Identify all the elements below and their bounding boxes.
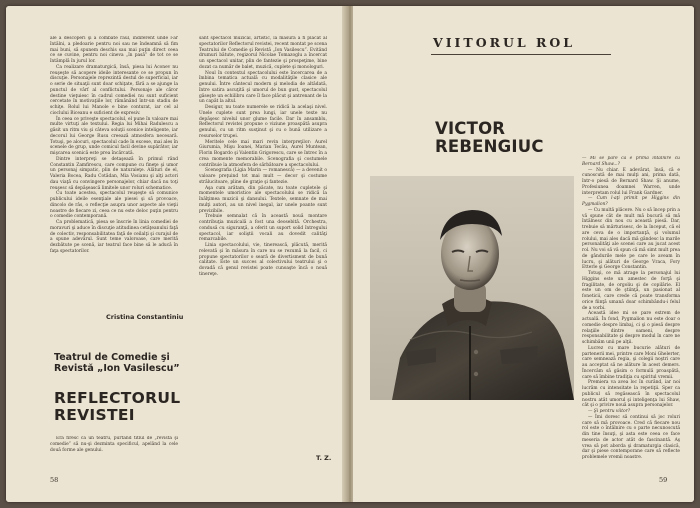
title-rule [431, 54, 611, 55]
section-title: VIITORUL ROL [433, 35, 576, 50]
interview-answer: Această idee mi se pare extrem de actuală. În fond, Pygmalion nu este doar o comedie despre limbaj, ci şi o piesă despre relaţiile dintre oameni, despre responsabilitate şi despre modul în care ne schimbăm unii pe alţii. [582, 311, 680, 345]
theatre-headline: Teatrul de Comedie şi Revistă „Ion Vasilescu” [54, 352, 180, 374]
paragraph: Trebuie semnalat că în această nouă montare contribuţia muzicală a fost una deosebită. Orchestra, condusă cu siguranţă, a oferit un suport solid întregului spectacol, iar soliştii vocali au dovedit calităţi remarcabile. [199, 214, 327, 243]
left-column-1 [50, 36, 178, 308]
interview-question: — Şi pentru viitor? [588, 409, 631, 414]
right-page [353, 6, 694, 502]
interview-answer: Lucrez cu mare bucurie alături de partenerii mei, printre care Moni Ghelerter, care semnează regia, şi colegii noştri care au acceptat să ne alăture în acest demers. Încercăm să găsim o formulă proaspătă, care să îmbine tradiţia cu spiritul vremii. [582, 345, 680, 380]
paragraph: Ca realizare dramaturgică, însă, piesa lui Aconev nu reuşeşte să acopere ideile interesante ce se propun în discuţie. Personajele reprezintă destul de superficial, iar o serie de situaţii sunt doar schiţate, fără a se ajunge la punctul de vârf al conflictului. Personaje ale căror destine vieţuiesc în cadrul comediei nu sunt suficient cercetate în motivaţiile lor, rămânând într-un stadiu de schiţe. Rolul lui Manole e bine conturat, iar cel al cioclului Biceanu e suficient de expresiv. [50, 64, 178, 116]
interview-answer: Totuşi, ce mă atrage la personajul lui Higgins este un amestec de forţă şi fragilitate, de orgoliu şi de copilărie. El este un om de ştiinţă, un pasionat al foneticii, care crede că poate transforma orice fiinţă umană doar schimbându-i felul de a vorbi. [582, 271, 680, 311]
page-number-right: 59 [659, 476, 668, 484]
left-column-2 [199, 36, 327, 459]
left-column-1-bottom [50, 436, 178, 460]
paragraph: Linia spectacolului, vie, tinerească, plăcută, merită relevată şi în măsura în care nu se rezumă la facil, ci propune spectatorilor o seară de divertisment de bună calitate. Este un succes al colectivului teatrului şi o dovadă că genul revistei poate cunoaşte încă o nouă tinereţe. [199, 243, 327, 277]
magazine-spread [6, 6, 694, 502]
interview-question: — Cum l-aţi primit pe Higgins din Pygmalion? [582, 196, 680, 207]
page-number-left: 58 [50, 476, 59, 484]
interview-answer: Premiera va avea loc în curând, iar noi lucrăm cu intensitate la repetiţii. Sper ca publicul să regăsească în spectacolul nostru atât umorul şi inteligenţa lui Shaw, cât şi o privire nouă asupra personajelor. [582, 380, 680, 409]
paragraph: Meritele cele mai mari revin interpreţilor: Aurel Giurumia, Mişu Ioanei, Marian Tecău, Aurel Muntean, Florin Bogardo şi Valentin Grigorescu, care se întrec în a crea momente memorabile. Scenografia şi costumele contribuie la atmosfera de sărbătoare a spectacolului. [199, 139, 327, 168]
interview-question: — Mi se pare că e prima întâlnire cu Bernard Shaw...? [582, 156, 680, 167]
actor-last-name: REBENGIUC [435, 137, 544, 156]
author-initials: T. Z. [316, 454, 332, 462]
author-signature: Cristina Constantiniu [106, 313, 184, 321]
paragraph: Cu toate acestea, spectacolul reuşeşte să comunice publicului ideile esenţiale ale piesei şi să provoace, dincolo de râs, o reflecţie asupra unor aspecte ale vieţii noastre de fiecare zi, ceea ce nu este deloc puţin pentru o comedie contemporană. [50, 191, 178, 220]
paragraph: În ceea ce priveşte spectacolul, el pune în valoare mai multe virtuţi ale textului. Regia lui Mihai Radulescu a găsit un ritm viu şi câteva soluţii scenice inteligente, iar decorul lui George Rusu creează atmosfera necesară. Totuşi, pe alocuri, spectacolul cade în excese, mai ales în scenele de grup, unde comicul facil devine supărător, iar mişcarea scenică este prea încărcată. [50, 116, 178, 156]
actor-portrait-photo [370, 176, 574, 400]
actor-first-name: VICTOR [435, 119, 506, 138]
left-page [6, 6, 347, 502]
paragraph: Scenografia (Ligia Marin — romanescă) — a devenit o valoare preţuind tot mai mult — decor şi costume strălucitoare, pline de graţie şi fantezie. [199, 168, 327, 185]
interview-column [582, 156, 680, 470]
paragraph: Ca problematică, piesa se înscrie în linia comediei de moravuri şi aduce în discuţie atitudinea cetăţeanului faţă de colectiv, responsabilitatea faţă de ceilalţi şi curajul de a spune adevărul. Sunt teme valoroase, care merită dezbătute pe scenă, iar teatrul face bine să le aducă în faţa spectatorilor. [50, 220, 178, 254]
paragraph: ale a descoperi şi a combate răul, indiferent unde l-ar întâlni, a pledoarie pentru noi sau ne îndeamnă să fim mai buni, să spunem deschis sau mai puţin direct ceea ce se cuvine, pentru noi cineva „în pasă” de tot ce se întâmplă în jurul lor. [50, 36, 178, 64]
paragraph: Desigur, nu toate numerele se ridică la acelaşi nivel. Unele cuplete sunt prea lungi, iar unele texte nu depăşesc nivelul unor glume facile. Dar în ansamblu, Reflectorul revistei propune o viziune proaspătă asupra genului, cu un ritm susţinut şi cu o bună utilizare a resurselor trupei. [199, 105, 327, 139]
paragraph: Dintre interpreţi se detaşează în primul rând Constantin Zamfirescu, care compune cu fineţe şi umor un personaj simpatic, plin de naturaleţe. Alături de el, Valeria Bocea, Radu Cotădan, Mia Vosianu şi alţi actori dau viaţă cu convingere personajelor, chiar dacă nu toţi reuşesc să depăşească limitele unor roluri schematice. [50, 156, 178, 191]
paragraph: Noul în contextul spectacolului este încercarea de a îmbina tematica actuală cu modalităţile clasice ale genului. Între cântecul modern şi melodia de altădată, între satira ascuţită şi umorul de bun gust, spectacolul găseşte un echilibru care îl face plăcut şi antrenant de la un capăt la altul. [199, 70, 327, 105]
paragraph: sant spectacol muzical, artistic, la măsura a fi placat al spectatorilor Reflectorul revistei, recent montat pe scena Teatrului de Comedie şi Revistă „Ion Vasilescu”. Evitând drumuri bătute, regizorul Nicolae Tomazoglu a încercat un spectacol unitar, plin de fantezie şi prospeţime, bine dozat ca număr de balet, muzică, cuplete şi monologuri. [199, 36, 327, 70]
interview-answer: — Cu multă plăcere. Nu o să încep prin a vă spune cât de mult mă bucură să mă întâlnesc din nou cu această piesă. Dar, trebuie să mărturisesc, de la început, că el are ceva de o importanţă, şi volumul rolului, mai ales dacă mă gândesc la marile personalităţi ale scenei care au jucat acest rol. Nu voi să vă spun că mă simt mult prea de gândurile mele pe care le aveam în lucru, şi alături de George Vraca, Fory Etterle şi George Constantin. [582, 207, 680, 271]
article-title: REFLECTORUL REVISTEI [54, 389, 181, 424]
interview-answer: — Îmi doresc să continui să joc roluri care să mă provoace. Cred că fiecare nou rol este o întâlnire cu o parte necunoscută din tine însuţi, şi asta este ceea ce face meseria de actor atât de fascinantă. Aş vrea să pot aborda şi dramaturgia clasică, dar şi piese contemporane care să reflecte problemele vremii noastre. [582, 414, 680, 460]
interview-answer: — Nu chiar. E adevărat, însă, că e cunoscută de mai mulţi ani, prima dată, într-o piesă de Bernard Shaw. Şi anume, Profesiunea doamnei Warren, unde interpretam rolul lui Frank Gardner. [582, 167, 680, 196]
paragraph: Aşa cum arătam, din păcate, nu toate cupletele şi momentele umoristice ale spectacolului se ridică la înălţimea muzicii şi dansului. Textele, semnate de mai mulţi autori, au un nivel inegal, iar unele poante sunt previzibile. [199, 185, 327, 214]
paragraph: Era firesc ca un teatru, purtând titlul de „revistă şi comedie” să nu-şi dezminta specificul, apelând la cele două forme ale genului. [50, 436, 178, 453]
